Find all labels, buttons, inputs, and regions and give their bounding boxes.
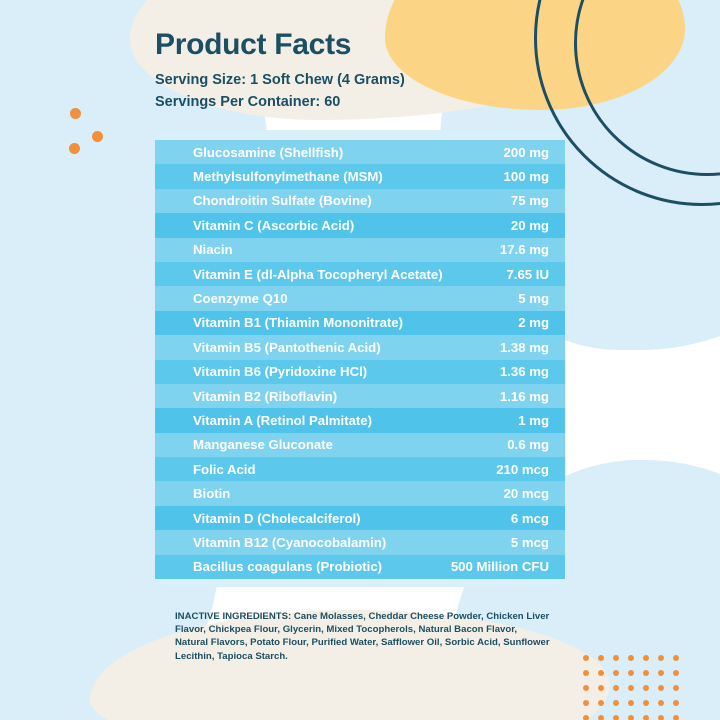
- decorative-dot-grid: [583, 655, 679, 720]
- nutrient-name: Vitamin B12 (Cyanocobalamin): [193, 534, 387, 550]
- nutrient-name: Chondroitin Sulfate (Bovine): [193, 193, 372, 209]
- nutrient-amount: 1.16 mg: [499, 388, 549, 404]
- nutrient-row: [155, 140, 565, 164]
- nutrient-row: [155, 457, 565, 481]
- nutrient-amount: 200 mg: [503, 144, 549, 160]
- nutrient-row: [155, 262, 565, 286]
- nutrient-name: Vitamin B6 (Pyridoxine HCl): [193, 364, 368, 380]
- supplement-facts-panel: [155, 130, 565, 587]
- nutrient-amount: 1 mg: [518, 412, 549, 428]
- nutrient-amount: 5 mg: [518, 291, 549, 307]
- nutrient-amount: 1.38 mg: [499, 339, 549, 355]
- nutrient-row: [155, 506, 565, 530]
- nutrient-row: [155, 384, 565, 408]
- nutrient-amount: 0.6 mg: [507, 437, 549, 453]
- nutrient-row: [155, 189, 565, 213]
- nutrient-name: Vitamin B2 (Riboflavin): [193, 388, 338, 404]
- decorative-dot-2: [92, 131, 103, 142]
- nutrient-amount: 1.36 mg: [499, 364, 549, 380]
- nutrient-name: Vitamin D (Cholecalciferol): [193, 510, 361, 526]
- nutrient-row: [155, 433, 565, 457]
- nutrient-name: Manganese Gluconate: [193, 437, 333, 453]
- nutrient-name: Vitamin C (Ascorbic Acid): [193, 217, 355, 233]
- nutrient-row: [155, 530, 565, 554]
- page-title: Product Facts: [155, 28, 352, 61]
- nutrient-amount: 5 mcg: [510, 534, 549, 550]
- header-block: [155, 28, 575, 114]
- nutrient-amount: 100 mg: [503, 169, 549, 185]
- nutrient-row: [155, 335, 565, 359]
- nutrient-name: Vitamin A (Retinol Palmitate): [193, 412, 373, 428]
- decorative-dot-3: [69, 143, 80, 154]
- serving-size-text: Serving Size: 1 Soft Chew (4 Grams): [155, 72, 405, 88]
- nutrient-row: [155, 555, 565, 579]
- nutrient-amount: 7.65 IU: [506, 266, 549, 282]
- nutrient-name: Biotin: [193, 486, 231, 502]
- nutrient-name: Bacillus coagulans (Probiotic): [193, 559, 383, 575]
- nutrient-amount: 17.6 mg: [499, 242, 549, 258]
- servings-per-container-text: Servings Per Container: 60: [155, 93, 341, 110]
- nutrient-name: Folic Acid: [193, 461, 256, 477]
- nutrient-amount: 20 mg: [510, 217, 549, 233]
- nutrient-name: Niacin: [193, 242, 233, 258]
- decorative-dot-1: [70, 108, 81, 119]
- nutrient-row: [155, 481, 565, 505]
- nutrient-row: [155, 408, 565, 432]
- nutrient-row: [155, 286, 565, 310]
- nutrient-name: Coenzyme Q10: [193, 291, 288, 307]
- nutrient-amount: 210 mcg: [496, 461, 549, 477]
- nutrient-amount: 6 mcg: [510, 510, 549, 526]
- nutrient-amount: 500 Million CFU: [450, 559, 549, 575]
- nutrient-name: Methylsulfonylmethane (MSM): [193, 169, 383, 185]
- nutrient-row: [155, 360, 565, 384]
- nutrient-row: [155, 238, 565, 262]
- nutrient-amount: 75 mg: [510, 193, 549, 209]
- nutrient-name: Glucosamine (Shellfish): [193, 144, 344, 160]
- inactive-ingredients-text: INACTIVE INGREDIENTS: Cane Molasses, Cheddar Cheese Powder, Chicken Liver Flavor, Chickpea Flour, Glycerin, Mixed Tocopherols, Natural Bacon Flavor, Natural Flavors, Potato Flour, Purified Water, Safflower Oil, Sorbic Acid, Sunflower Lecithin, Tapioca Starch.: [175, 611, 550, 662]
- nutrient-name: Vitamin B5 (Pantothenic Acid): [193, 339, 381, 355]
- nutrient-row: [155, 164, 565, 188]
- nutrient-row: [155, 213, 565, 237]
- nutrient-amount: 2 mg: [518, 315, 549, 331]
- nutrient-name: Vitamin E (dl-Alpha Tocopheryl Acetate): [193, 266, 443, 282]
- nutrient-name: Vitamin B1 (Thiamin Mononitrate): [193, 315, 404, 331]
- nutrient-amount: 20 mcg: [503, 486, 549, 502]
- nutrient-row: [155, 311, 565, 335]
